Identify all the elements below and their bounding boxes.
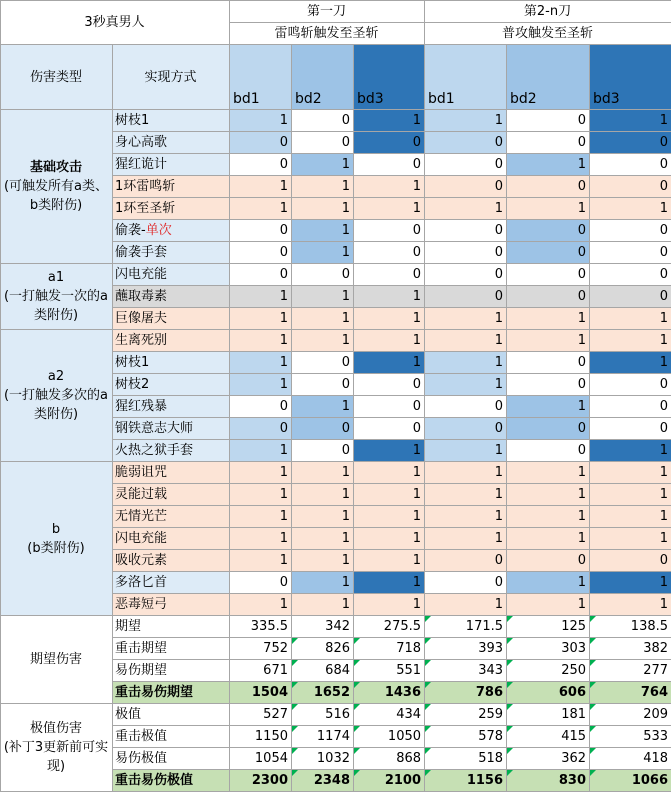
method-label[interactable]: 闪电充能 xyxy=(113,528,230,550)
cell-value[interactable]: 1 xyxy=(425,440,507,462)
cell-value[interactable]: 1 xyxy=(292,220,354,242)
cell-value[interactable]: 1 xyxy=(354,440,425,462)
cell-value[interactable]: 0 xyxy=(354,132,425,154)
cell-value[interactable]: 0 xyxy=(425,242,507,264)
category-basic-desc: (可触发所有a类、b类附伤) xyxy=(3,179,109,213)
cell-value[interactable]: 1 xyxy=(354,308,425,330)
corner-title: 3秒真男人 xyxy=(84,15,145,30)
cell-value[interactable]: 1 xyxy=(507,594,590,616)
cell-value[interactable]: 0 xyxy=(292,132,354,154)
cell-value[interactable]: 1 xyxy=(230,286,292,308)
cell-value[interactable]: 1 xyxy=(354,484,425,506)
cell-value[interactable]: 1 xyxy=(425,528,507,550)
max-value[interactable]: 533 xyxy=(590,726,671,748)
cell-value[interactable]: 1 xyxy=(230,506,292,528)
cell-value[interactable]: 1 xyxy=(354,594,425,616)
expected-label[interactable]: 重击期望 xyxy=(113,638,230,660)
category-max-damage[interactable] xyxy=(1,704,113,792)
cell-value[interactable]: 1 xyxy=(354,330,425,352)
cell-value[interactable]: 1 xyxy=(590,198,671,220)
expected-value[interactable]: 342 xyxy=(292,616,354,638)
cell-value[interactable]: 0 xyxy=(590,396,671,418)
cell-value[interactable]: 0 xyxy=(425,132,507,154)
cell-value[interactable]: 1 xyxy=(590,572,671,594)
cell-value[interactable]: 1 xyxy=(292,154,354,176)
cell-value[interactable]: 1 xyxy=(507,154,590,176)
expected-value[interactable]: 551 xyxy=(354,660,425,682)
cell-value[interactable]: 1 xyxy=(590,462,671,484)
method-label[interactable]: 猩红残暴 xyxy=(113,396,230,418)
cell-value[interactable]: 1 xyxy=(230,594,292,616)
cell-value[interactable]: 1 xyxy=(230,198,292,220)
cell-value[interactable]: 0 xyxy=(230,242,292,264)
expected-value[interactable]: 393 xyxy=(425,638,507,660)
cell-value[interactable]: 1 xyxy=(507,308,590,330)
cell-value[interactable]: 1 xyxy=(230,550,292,572)
cell-value[interactable]: 1 xyxy=(354,198,425,220)
cell-value[interactable]: 0 xyxy=(507,220,590,242)
expected-value[interactable]: 125 xyxy=(507,616,590,638)
cell-value[interactable]: 0 xyxy=(590,550,671,572)
cell-value[interactable]: 0 xyxy=(354,220,425,242)
cell-value[interactable]: 1 xyxy=(354,528,425,550)
cell-value[interactable]: 0 xyxy=(292,418,354,440)
expected-total-value[interactable]: 606 xyxy=(507,682,590,704)
cell-value[interactable]: 0 xyxy=(425,572,507,594)
category-b-title: b xyxy=(51,521,61,537)
cell-value[interactable]: 0 xyxy=(292,110,354,132)
max-value[interactable]: 868 xyxy=(354,748,425,770)
max-value[interactable]: 518 xyxy=(425,748,507,770)
max-value[interactable]: 516 xyxy=(292,704,354,726)
cell-value[interactable]: 1 xyxy=(230,352,292,374)
method-label[interactable]: 灵能过载 xyxy=(113,484,230,506)
category-a2[interactable] xyxy=(1,330,113,462)
cell-value[interactable]: 0 xyxy=(590,176,671,198)
method-label[interactable]: 多洛匕首 xyxy=(113,572,230,594)
cell-value[interactable]: 1 xyxy=(230,440,292,462)
g1-bd3-header[interactable]: bd3 xyxy=(354,45,425,110)
cell-value[interactable]: 0 xyxy=(230,418,292,440)
max-total-value[interactable]: 2100 xyxy=(354,770,425,792)
category-a1-title: a1 xyxy=(47,270,65,285)
category-b[interactable] xyxy=(1,462,113,616)
cell-value[interactable]: 1 xyxy=(292,506,354,528)
method-label[interactable]: 树枝2 xyxy=(113,374,230,396)
damage-type-header[interactable]: 伤害类型 xyxy=(1,45,113,110)
max-value[interactable]: 259 xyxy=(425,704,507,726)
max-value[interactable]: 415 xyxy=(507,726,590,748)
cell-value[interactable]: 1 xyxy=(354,286,425,308)
expected-value[interactable]: 826 xyxy=(292,638,354,660)
cell-value[interactable]: 1 xyxy=(292,462,354,484)
method-label[interactable]: 1环至圣斩 xyxy=(113,198,230,220)
max-total-value[interactable]: 2300 xyxy=(230,770,292,792)
max-total-label[interactable]: 重击易伤极值 xyxy=(113,770,230,792)
cell-value[interactable]: 1 xyxy=(425,198,507,220)
max-label[interactable]: 重击极值 xyxy=(113,726,230,748)
method-label[interactable]: 火热之狱手套 xyxy=(113,440,230,462)
cell-value[interactable]: 1 xyxy=(354,110,425,132)
expected-label[interactable]: 期望 xyxy=(113,616,230,638)
cell-value[interactable]: 1 xyxy=(292,198,354,220)
expected-total-value[interactable]: 764 xyxy=(590,682,671,704)
cell-value[interactable]: 1 xyxy=(292,330,354,352)
cell-value[interactable]: 1 xyxy=(590,506,671,528)
g2-bd2-header[interactable]: bd2 xyxy=(507,45,590,110)
method-label[interactable]: 吸收元素 xyxy=(113,550,230,572)
max-value[interactable]: 434 xyxy=(354,704,425,726)
category-expected-damage[interactable]: 期望伤害 xyxy=(1,616,113,704)
expected-label[interactable]: 易伤期望 xyxy=(113,660,230,682)
cell-value[interactable]: 0 xyxy=(507,176,590,198)
cell-value[interactable]: 0 xyxy=(590,286,671,308)
max-value[interactable]: 209 xyxy=(590,704,671,726)
cell-value[interactable]: 0 xyxy=(507,264,590,286)
cell-value[interactable]: 0 xyxy=(507,550,590,572)
cell-value[interactable]: 1 xyxy=(230,308,292,330)
max-total-value[interactable]: 830 xyxy=(507,770,590,792)
method-label-red-text: 单次 xyxy=(145,222,172,238)
cell-value[interactable]: 1 xyxy=(590,308,671,330)
cell-value[interactable]: 0 xyxy=(590,264,671,286)
cell-value[interactable]: 0 xyxy=(425,286,507,308)
method-label[interactable]: 树枝1 xyxy=(113,352,230,374)
cell-value[interactable]: 1 xyxy=(507,330,590,352)
expected-value[interactable]: 343 xyxy=(425,660,507,682)
max-value[interactable]: 1050 xyxy=(354,726,425,748)
expected-value[interactable]: 171.5 xyxy=(425,616,507,638)
cell-value[interactable]: 1 xyxy=(230,374,292,396)
cell-value[interactable]: 0 xyxy=(292,374,354,396)
cell-value[interactable]: 0 xyxy=(425,418,507,440)
cell-value[interactable]: 1 xyxy=(292,594,354,616)
expected-value[interactable]: 303 xyxy=(507,638,590,660)
cell-value[interactable]: 0 xyxy=(354,374,425,396)
g2-bd3-header[interactable]: bd3 xyxy=(590,45,671,110)
method-label[interactable]: 无情光芒 xyxy=(113,506,230,528)
cell-value[interactable]: 0 xyxy=(425,264,507,286)
expected-value[interactable]: 752 xyxy=(230,638,292,660)
cell-value[interactable]: 1 xyxy=(507,198,590,220)
expected-total-value[interactable]: 1652 xyxy=(292,682,354,704)
cell-value[interactable]: 0 xyxy=(590,418,671,440)
max-value[interactable]: 1054 xyxy=(230,748,292,770)
expected-value[interactable]: 275.5 xyxy=(354,616,425,638)
max-value[interactable]: 578 xyxy=(425,726,507,748)
cell-value[interactable]: 1 xyxy=(425,484,507,506)
cell-value[interactable]: 1 xyxy=(292,396,354,418)
method-label[interactable]: 恶毒短弓 xyxy=(113,594,230,616)
method-label[interactable]: 蘸取毒素 xyxy=(113,286,230,308)
cell-value[interactable]: 1 xyxy=(425,462,507,484)
max-label[interactable]: 易伤极值 xyxy=(113,748,230,770)
cell-value[interactable]: 0 xyxy=(354,418,425,440)
corner-cell[interactable] xyxy=(1,1,230,45)
cell-value[interactable]: 0 xyxy=(354,264,425,286)
method-label[interactable]: 闪电充能 xyxy=(113,264,230,286)
cell-value[interactable]: 1 xyxy=(230,462,292,484)
category-a1-desc: (一打触发一次的a类附伤) xyxy=(3,289,109,323)
method-label[interactable]: 钢铁意志大师 xyxy=(113,418,230,440)
g1-bd1-header[interactable]: bd1 xyxy=(230,45,292,110)
method-label-text: 偷袭- xyxy=(115,222,146,238)
method-label[interactable]: 脆弱诅咒 xyxy=(113,462,230,484)
group1-subtitle[interactable]: 雷鸣斩触发至圣斩 xyxy=(230,23,425,45)
expected-value[interactable]: 335.5 xyxy=(230,616,292,638)
max-total-value[interactable]: 1156 xyxy=(425,770,507,792)
cell-value[interactable]: 1 xyxy=(507,462,590,484)
cell-value[interactable]: 0 xyxy=(292,440,354,462)
cell-value[interactable]: 1 xyxy=(590,352,671,374)
category-a1[interactable] xyxy=(1,264,113,330)
expected-total-value[interactable]: 1504 xyxy=(230,682,292,704)
expected-value[interactable]: 138.5 xyxy=(590,616,671,638)
cell-value[interactable]: 1 xyxy=(590,440,671,462)
method-header[interactable]: 实现方式 xyxy=(113,45,230,110)
max-value[interactable]: 1174 xyxy=(292,726,354,748)
cell-value[interactable]: 1 xyxy=(507,484,590,506)
cell-value[interactable]: 1 xyxy=(230,484,292,506)
cell-value[interactable]: 1 xyxy=(425,330,507,352)
method-label[interactable]: 偷袭手套 xyxy=(113,242,230,264)
category-basic-title: 基础攻击 xyxy=(29,160,82,175)
cell-value[interactable]: 0 xyxy=(425,396,507,418)
cell-value[interactable]: 0 xyxy=(590,220,671,242)
cell-value[interactable]: 1 xyxy=(230,528,292,550)
cell-value[interactable]: 0 xyxy=(590,132,671,154)
cell-value[interactable]: 1 xyxy=(425,308,507,330)
expected-value[interactable]: 382 xyxy=(590,638,671,660)
cell-value[interactable]: 1 xyxy=(354,462,425,484)
expected-value[interactable]: 277 xyxy=(590,660,671,682)
cell-value[interactable]: 0 xyxy=(230,220,292,242)
method-label[interactable]: 树枝1 xyxy=(113,110,230,132)
cell-value[interactable]: 0 xyxy=(230,572,292,594)
cell-value[interactable]: 1 xyxy=(507,506,590,528)
expected-value[interactable]: 250 xyxy=(507,660,590,682)
cell-value[interactable]: 1 xyxy=(425,374,507,396)
cell-value[interactable]: 0 xyxy=(507,242,590,264)
max-value[interactable]: 1150 xyxy=(230,726,292,748)
cell-value[interactable]: 0 xyxy=(425,154,507,176)
cell-value[interactable]: 0 xyxy=(507,132,590,154)
cell-value[interactable]: 1 xyxy=(590,594,671,616)
category-basic-attack[interactable] xyxy=(1,110,113,264)
cell-value[interactable]: 0 xyxy=(230,154,292,176)
max-total-value[interactable]: 2348 xyxy=(292,770,354,792)
method-label[interactable]: 猩红诡计 xyxy=(113,154,230,176)
expected-total-label[interactable]: 重击易伤期望 xyxy=(113,682,230,704)
cell-value[interactable]: 0 xyxy=(230,132,292,154)
cell-value[interactable]: 0 xyxy=(507,374,590,396)
max-value[interactable]: 362 xyxy=(507,748,590,770)
cell-value[interactable]: 1 xyxy=(354,506,425,528)
cell-value[interactable]: 1 xyxy=(292,176,354,198)
cell-value[interactable]: 0 xyxy=(507,110,590,132)
expected-value[interactable]: 684 xyxy=(292,660,354,682)
cell-value[interactable]: 1 xyxy=(507,572,590,594)
group2-title[interactable]: 第2-n刀 xyxy=(425,1,671,23)
g1-bd2-header[interactable]: bd2 xyxy=(292,45,354,110)
expected-total-value[interactable]: 786 xyxy=(425,682,507,704)
category-max-title: 极值伤害 xyxy=(29,721,82,736)
cell-value[interactable]: 1 xyxy=(292,308,354,330)
g2-bd1-header[interactable]: bd1 xyxy=(425,45,507,110)
cell-value[interactable]: 1 xyxy=(230,176,292,198)
expected-value[interactable]: 671 xyxy=(230,660,292,682)
cell-value[interactable]: 1 xyxy=(590,484,671,506)
method-label[interactable]: 身心高歌 xyxy=(113,132,230,154)
cell-value[interactable]: 0 xyxy=(354,154,425,176)
cell-value[interactable]: 1 xyxy=(292,528,354,550)
category-max-desc: (补丁3更新前可实现) xyxy=(3,740,109,774)
cell-value[interactable]: 0 xyxy=(425,220,507,242)
cell-value[interactable]: 1 xyxy=(292,572,354,594)
cell-value[interactable]: 1 xyxy=(354,352,425,374)
cell-value[interactable]: 1 xyxy=(292,242,354,264)
cell-value[interactable]: 1 xyxy=(507,396,590,418)
cell-value[interactable]: 0 xyxy=(507,352,590,374)
group2-subtitle[interactable]: 普攻触发至圣斩 xyxy=(425,23,671,45)
cell-value[interactable]: 1 xyxy=(354,176,425,198)
method-label[interactable]: 巨像屠夫 xyxy=(113,308,230,330)
cell-value[interactable]: 1 xyxy=(230,330,292,352)
cell-value[interactable]: 0 xyxy=(354,242,425,264)
method-label[interactable]: 1环雷鸣斩 xyxy=(113,176,230,198)
max-value[interactable]: 418 xyxy=(590,748,671,770)
cell-value[interactable]: 1 xyxy=(354,550,425,572)
cell-value[interactable]: 0 xyxy=(590,374,671,396)
cell-value[interactable]: 0 xyxy=(590,242,671,264)
cell-value[interactable]: 1 xyxy=(230,110,292,132)
max-value[interactable]: 1032 xyxy=(292,748,354,770)
cell-value[interactable]: 0 xyxy=(507,418,590,440)
cell-value[interactable]: 0 xyxy=(354,396,425,418)
cell-value[interactable]: 1 xyxy=(292,484,354,506)
cell-value[interactable]: 0 xyxy=(230,396,292,418)
category-a2-desc: (一打触发多次的a类附伤) xyxy=(3,388,109,422)
method-label[interactable] xyxy=(113,220,230,242)
cell-value[interactable]: 0 xyxy=(425,550,507,572)
cell-value[interactable]: 0 xyxy=(292,264,354,286)
cell-value[interactable]: 1 xyxy=(425,352,507,374)
max-value[interactable]: 181 xyxy=(507,704,590,726)
cell-value[interactable]: 1 xyxy=(590,528,671,550)
category-b-desc: (b类附伤) xyxy=(27,540,85,556)
cell-value[interactable]: 0 xyxy=(292,352,354,374)
max-total-value[interactable]: 1066 xyxy=(590,770,671,792)
group1-title[interactable]: 第一刀 xyxy=(230,1,425,23)
cell-value[interactable]: 1 xyxy=(354,572,425,594)
cell-value[interactable]: 0 xyxy=(507,440,590,462)
cell-value[interactable]: 0 xyxy=(507,286,590,308)
cell-value[interactable]: 1 xyxy=(292,550,354,572)
expected-total-value[interactable]: 1436 xyxy=(354,682,425,704)
cell-value[interactable]: 0 xyxy=(590,154,671,176)
cell-value[interactable]: 1 xyxy=(292,286,354,308)
cell-value[interactable]: 0 xyxy=(425,176,507,198)
cell-value[interactable]: 1 xyxy=(590,330,671,352)
cell-value[interactable]: 1 xyxy=(590,110,671,132)
cell-value[interactable]: 1 xyxy=(507,528,590,550)
expected-value[interactable]: 718 xyxy=(354,638,425,660)
category-a2-title: a2 xyxy=(47,369,65,384)
method-label[interactable]: 生离死别 xyxy=(113,330,230,352)
max-label[interactable]: 极值 xyxy=(113,704,230,726)
cell-value[interactable]: 1 xyxy=(425,110,507,132)
cell-value[interactable]: 0 xyxy=(230,264,292,286)
cell-value[interactable]: 1 xyxy=(425,594,507,616)
cell-value[interactable]: 1 xyxy=(425,506,507,528)
max-value[interactable]: 527 xyxy=(230,704,292,726)
